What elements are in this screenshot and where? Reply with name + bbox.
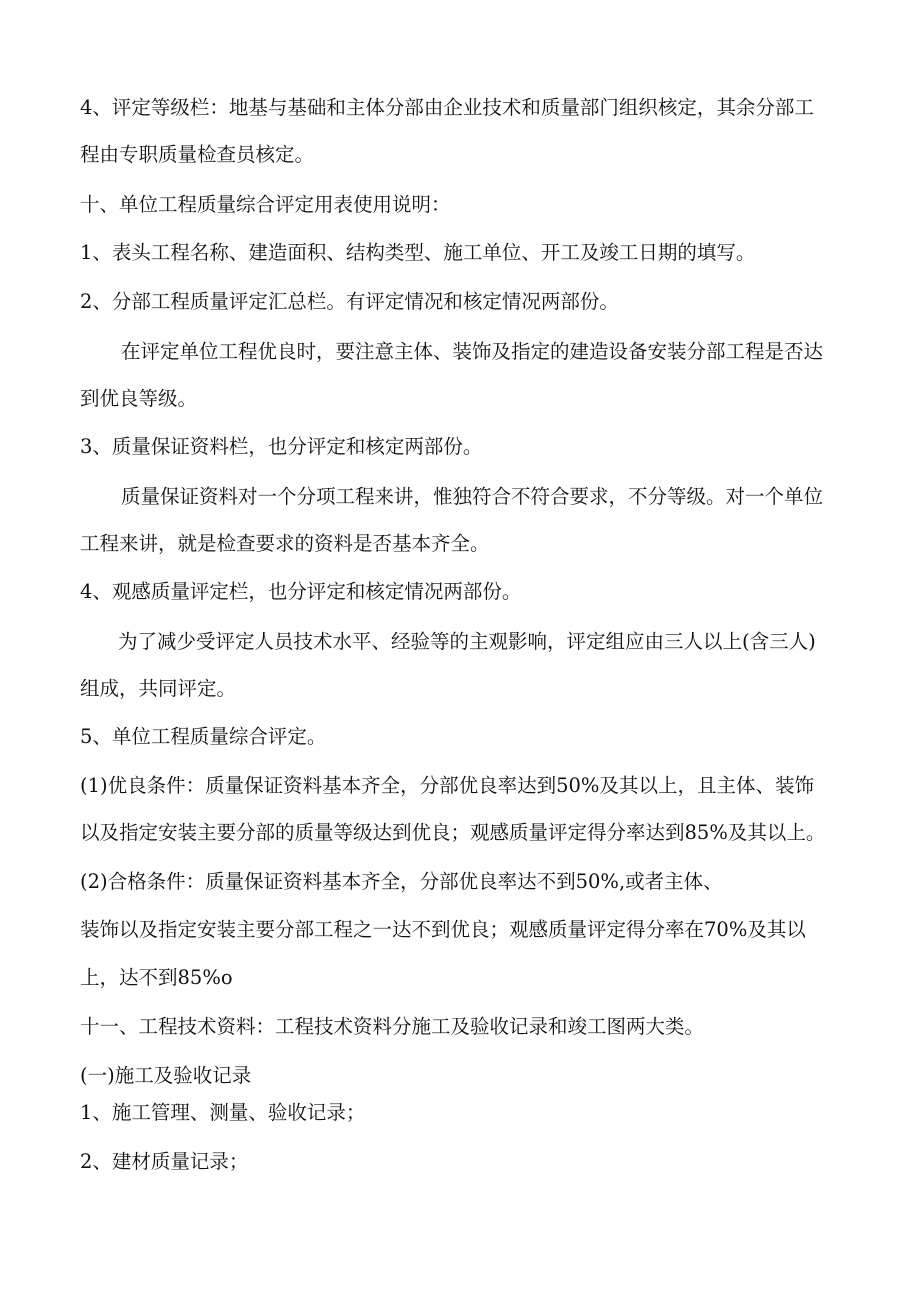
text-line: 以及指定安装主要分部的质量等级达到优良；观感质量评定得分率达到85%及其以上。 (80, 821, 826, 844)
text-line: 2、建材质量记录； (80, 1150, 249, 1173)
text-line: 1、表头工程名称、建造面积、结构类型、施工单位、开工及竣工日期的填写。 (80, 241, 756, 264)
text-line: 4、观感质量评定栏，也分评定和核定情况两部份。 (80, 580, 522, 603)
text-line: 2、分部工程质量评定汇总栏。有评定情况和核定情况两部份。 (80, 290, 619, 313)
text-line: 程由专职质量检查员核定。 (80, 143, 315, 166)
text-line: 到优良等级。 (80, 387, 198, 410)
text-line: 3、质量保证资料栏，也分评定和核定两部份。 (80, 435, 483, 458)
text-line: 装饰以及指定安装主要分部工程之一达不到优良；观感质量评定得分率在70%及其以 (80, 918, 806, 941)
text-line: (一)施工及验收记录 (80, 1064, 252, 1087)
text-line: 4、评定等级栏：地基与基础和主体分部由企业技术和质量部门组织核定，其余分部工 (80, 96, 814, 119)
text-line: 5、单位工程质量综合评定。 (80, 725, 327, 748)
text-line: 组成，共同评定。 (80, 677, 237, 700)
text-line: 为了减少受评定人员技术水平、经验等的主观影响，评定组应由三人以上(含三人) (118, 630, 816, 653)
text-line: 在评定单位工程优良时，要注意主体、装饰及指定的建造设备安装分部工程是否达 (121, 340, 824, 363)
text-line: 工程来讲，就是检查要求的资料是否基本齐全。 (80, 532, 490, 555)
text-line: 质量保证资料对一个分项工程来讲，惟独符合不符合要求，不分等级。对一个单位 (121, 485, 824, 508)
text-line: 上，达不到85%o (80, 966, 233, 989)
text-line: 1、施工管理、测量、验收记录； (80, 1101, 366, 1124)
section-heading: 十、单位工程质量综合评定用表使用说明： (80, 193, 451, 216)
section-heading: 十一、工程技术资料：工程技术资料分施工及验收记录和竣工图两大类。 (80, 1015, 705, 1038)
text-line: (1)优良条件：质量保证资料基本齐全，分部优良率达到50%及其以上，且主体、装饰 (80, 774, 814, 797)
text-line: (2)合格条件：质量保证资料基本齐全，分部优良率达不到50%,或者主体、 (80, 870, 723, 893)
